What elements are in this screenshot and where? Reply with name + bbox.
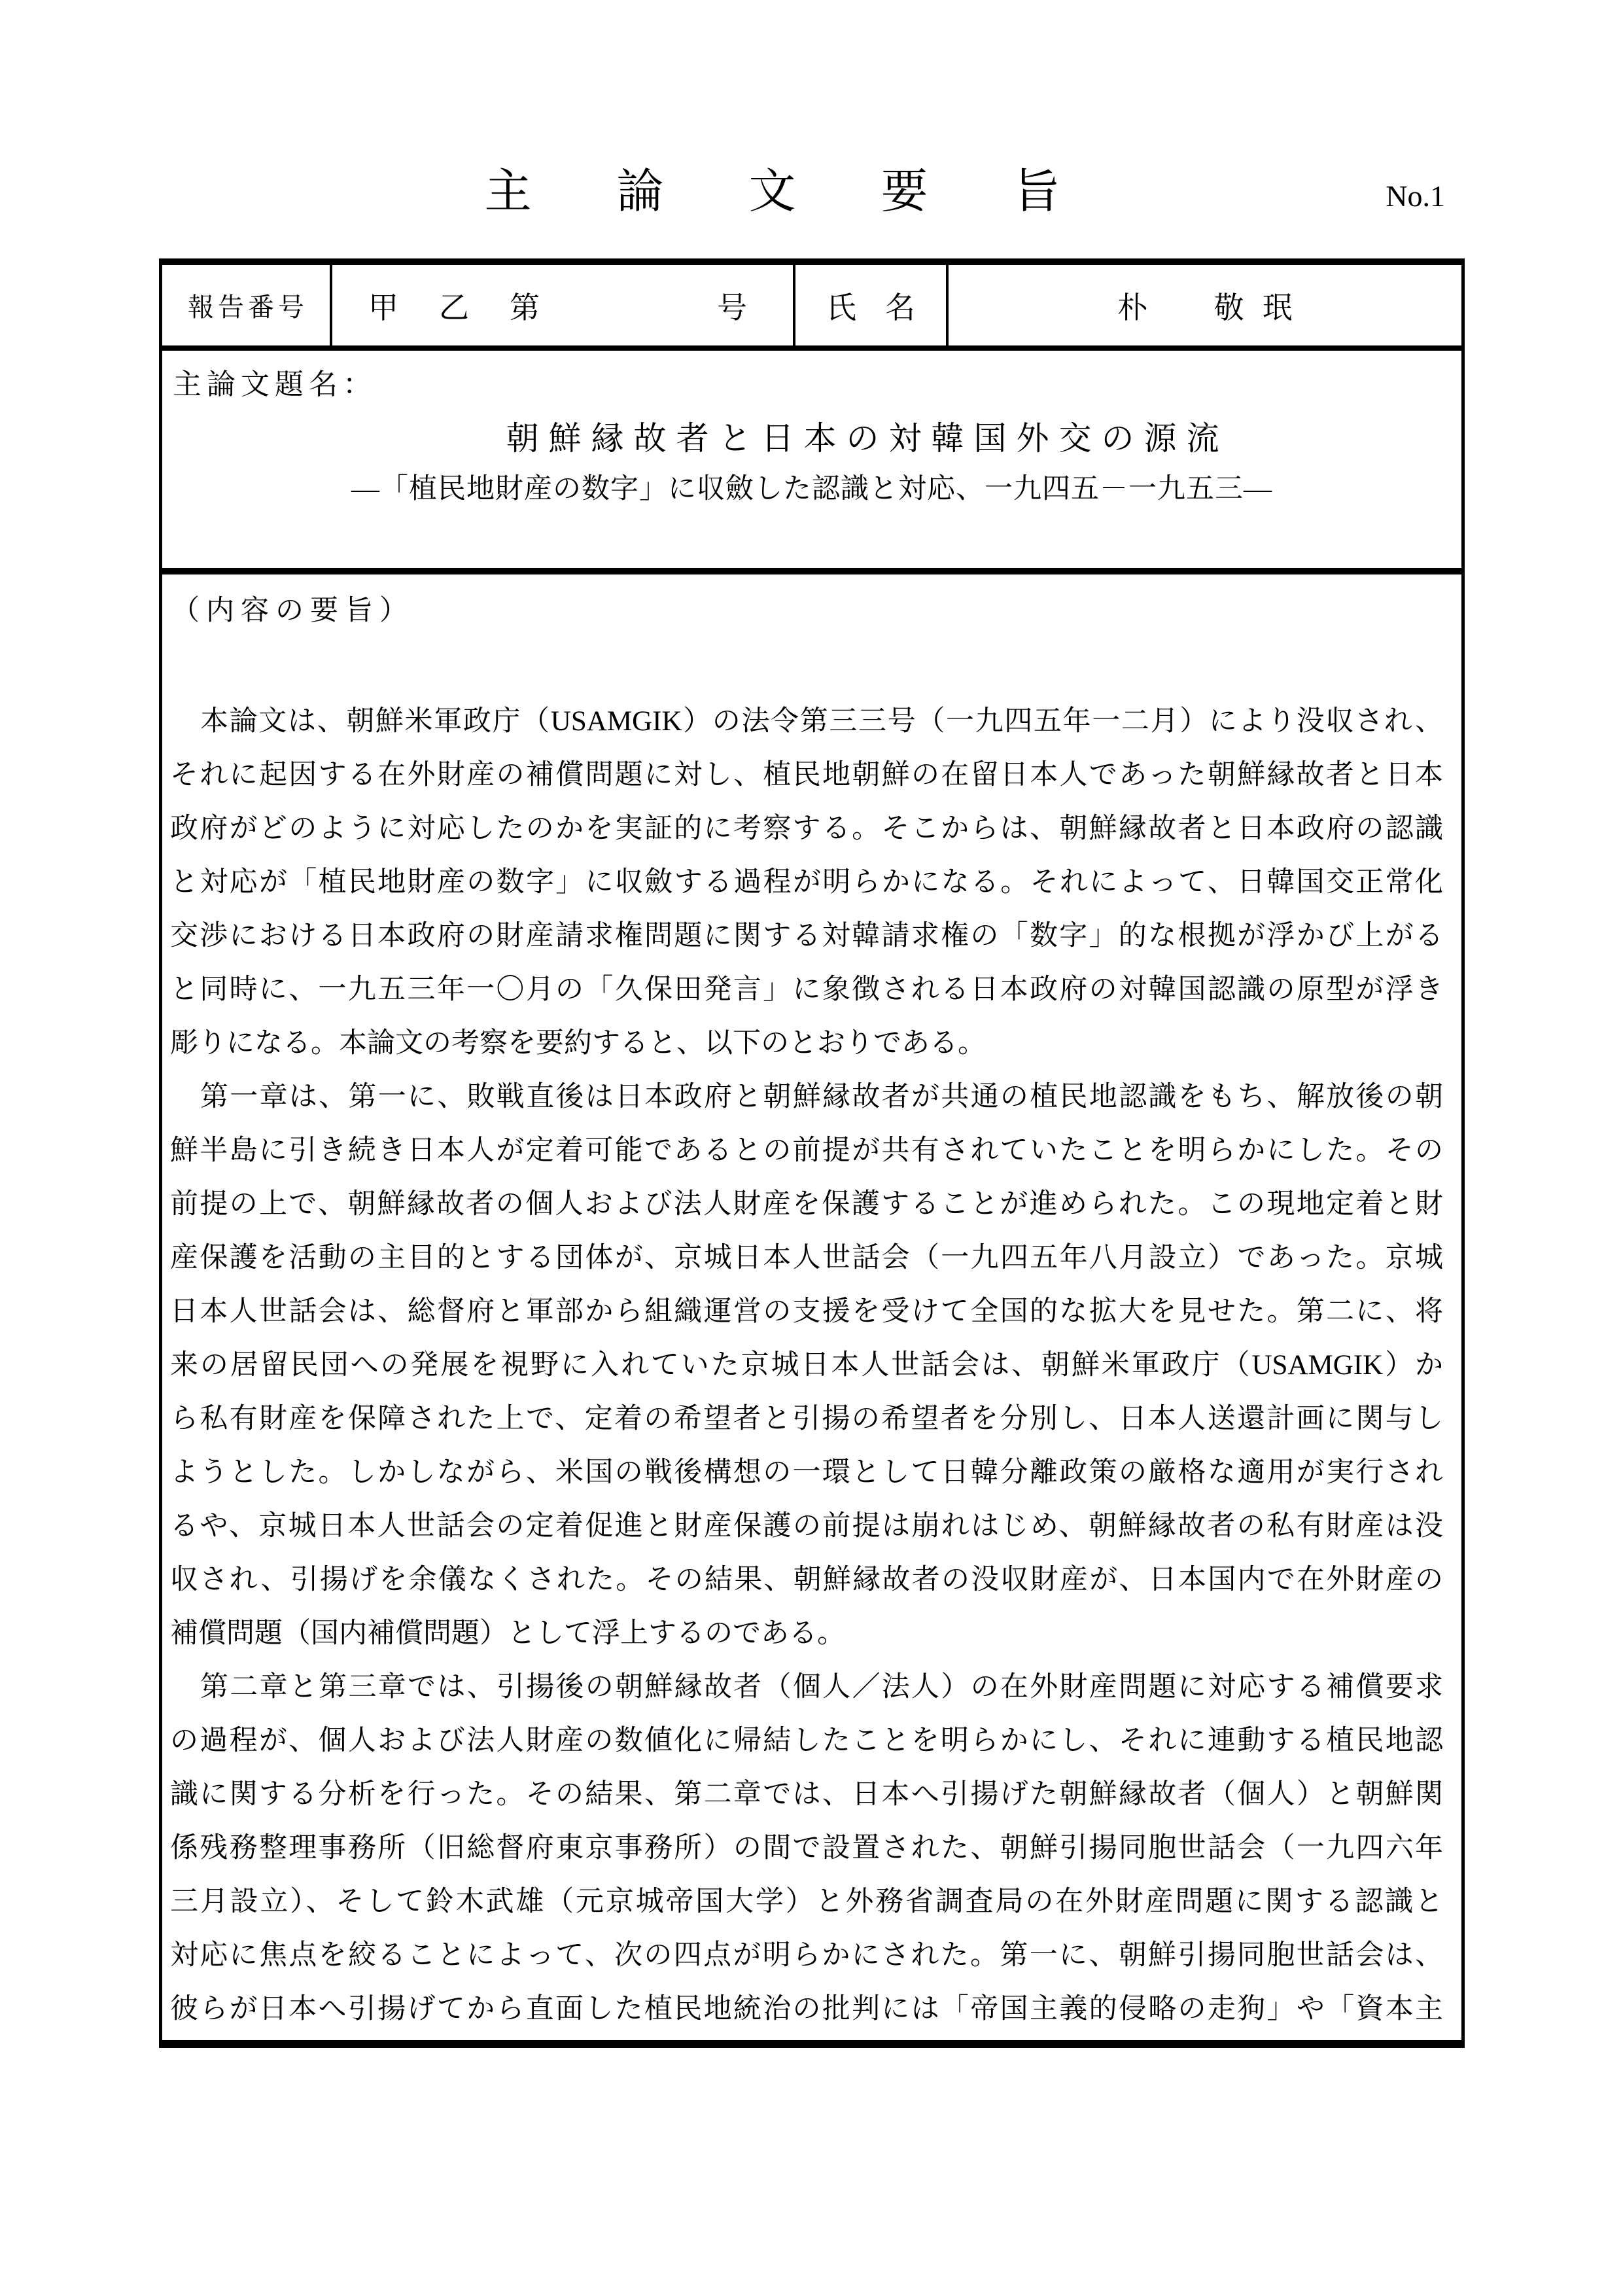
abstract-line: 第一章は、第一に、敗戦直後は日本政府と朝鮮縁故者が共通の植民地認識をもち、解放後の朝	[200, 1082, 1443, 1112]
abstract-line: 日本人世話会は、総督府と軍部から組織運営の支援を受けて全国的な拡大を見せた。第二に、将	[170, 1296, 1443, 1327]
abstract-line: ら私有財産を保障された上で、定着の希望者と引揚の希望者を分別し、日本人送還計画に関与し	[170, 1404, 1443, 1434]
thesis-title-subtitle: ―「植民地財産の数字」に収斂した認識と対応、一九四五－一九五三―	[351, 474, 1272, 504]
abstract-line: 政府がどのように対応したのかを実証的に考察する。そこからは、朝鮮縁故者と日本政府の認識	[170, 813, 1443, 844]
abstract-line: 係残務整理事務所（旧総督府東京事務所）の間で設置された、朝鮮引揚同胞世話会（一九四六年	[170, 1833, 1443, 1863]
abstract-line: 識に関する分析を行った。その結果、第二章では、日本へ引揚げた朝鮮縁故者（個人）と朝鮮関	[170, 1779, 1443, 1810]
summary-form-table	[159, 258, 1465, 2048]
abstract-line: ようとした。しかしながら、米国の戦後構想の一環として日韓分離政策の厳格な適用が実行され	[170, 1457, 1443, 1488]
abstract-line: るや、京城日本人世話会の定着促進と財産保護の前提は崩れはじめ、朝鮮縁故者の私有財産は没	[170, 1511, 1443, 1542]
abstract-line: 本論文は、朝鮮米軍政庁（USAMGIK）の法令第三三号（一九四五年一二月）により没収され、	[200, 706, 1443, 737]
name-label: 氏名	[795, 265, 949, 345]
abstract-line: それに起因する在外財産の補償問題に対し、植民地朝鮮の在留日本人であった朝鮮縁故者と日本	[170, 760, 1443, 790]
report-number-dai: 第	[510, 291, 540, 325]
page-title: 主論文要旨	[484, 166, 1145, 218]
abstract-line: 対応に焦点を絞ることによって、次の四点が明らかにされた。第一に、朝鮮引揚同胞世話会は、	[170, 1940, 1443, 1971]
page-number: No.1	[1386, 179, 1445, 213]
abstract-section	[162, 574, 1461, 2040]
thesis-title-label: 主論文題名：	[173, 368, 377, 400]
abstract-line: 交渉における日本政府の財産請求権問題に関する対韓請求権の「数字」的な根拠が浮かび上がる	[170, 921, 1443, 951]
abstract-line: 収され、引揚げを余儀なくされた。その結果、朝鮮縁故者の没収財産が、日本国内で在外財産の	[170, 1564, 1443, 1595]
abstract-line: の過程が、個人および法人財産の数値化に帰結したことを明らかにし、それに連動する植民地認	[170, 1725, 1443, 1756]
report-number-label: 報告番号	[162, 265, 332, 345]
abstract-line: 彼らが日本へ引揚げてから直面した植民地統治の批判には「帝国主義的侵略の走狗」や「資本主	[170, 1994, 1443, 2024]
abstract-line: 彫りになる。本論文の考察を要約すると、以下のとおりである。	[170, 1028, 986, 1059]
abstract-line: 来の居留民団への発展を視野に入れていた京城日本人世話会は、朝鮮米軍政庁（USAMGIK）か	[170, 1350, 1443, 1381]
abstract-line: 三月設立）、そして鈴木武雄（元京城帝国大学）と外務省調査局の在外財産問題に関する認識と	[170, 1886, 1443, 1917]
abstract-line: と同時に、一九五三年一〇月の「久保田発言」に象徴される日本政府の対韓国認識の原型が浮き	[170, 974, 1443, 1005]
abstract-line: 産保護を活動の主目的とする団体が、京城日本人世話会（一九四五年八月設立）であった。京城	[170, 1243, 1443, 1273]
abstract-line: と対応が「植民地財産の数字」に収斂する過程が明らかになる。それによって、日韓国交正常化	[170, 867, 1443, 898]
report-number-value	[332, 265, 795, 345]
abstract-line: 補償問題（国内補償問題）として浮上するのである。	[170, 1618, 845, 1649]
abstract-line: 鮮半島に引き続き日本人が定着可能であるとの前提が共有されていたことを明らかにした。その	[170, 1135, 1443, 1166]
abstract-line: 前提の上で、朝鮮縁故者の個人および法人財産を保護することが進められた。この現地定着と財	[170, 1189, 1443, 1220]
report-number-kou: 甲	[368, 291, 398, 325]
abstract-line: 第二章と第三章では、引揚後の朝鮮縁故者（個人／法人）の在外財産問題に対応する補償要求	[200, 1672, 1443, 1703]
name-value: 朴 敬珉	[1117, 291, 1311, 325]
abstract-body	[170, 695, 1443, 2036]
info-row	[162, 265, 1461, 351]
abstract-heading: （内容の要旨）	[171, 595, 414, 626]
report-number-gou: 号	[717, 291, 747, 325]
thesis-title-main: 朝鮮縁故者と日本の対韓国外交の源流	[506, 420, 1229, 457]
thesis-title-section	[162, 351, 1461, 574]
report-number-otsu: 乙	[439, 291, 469, 325]
